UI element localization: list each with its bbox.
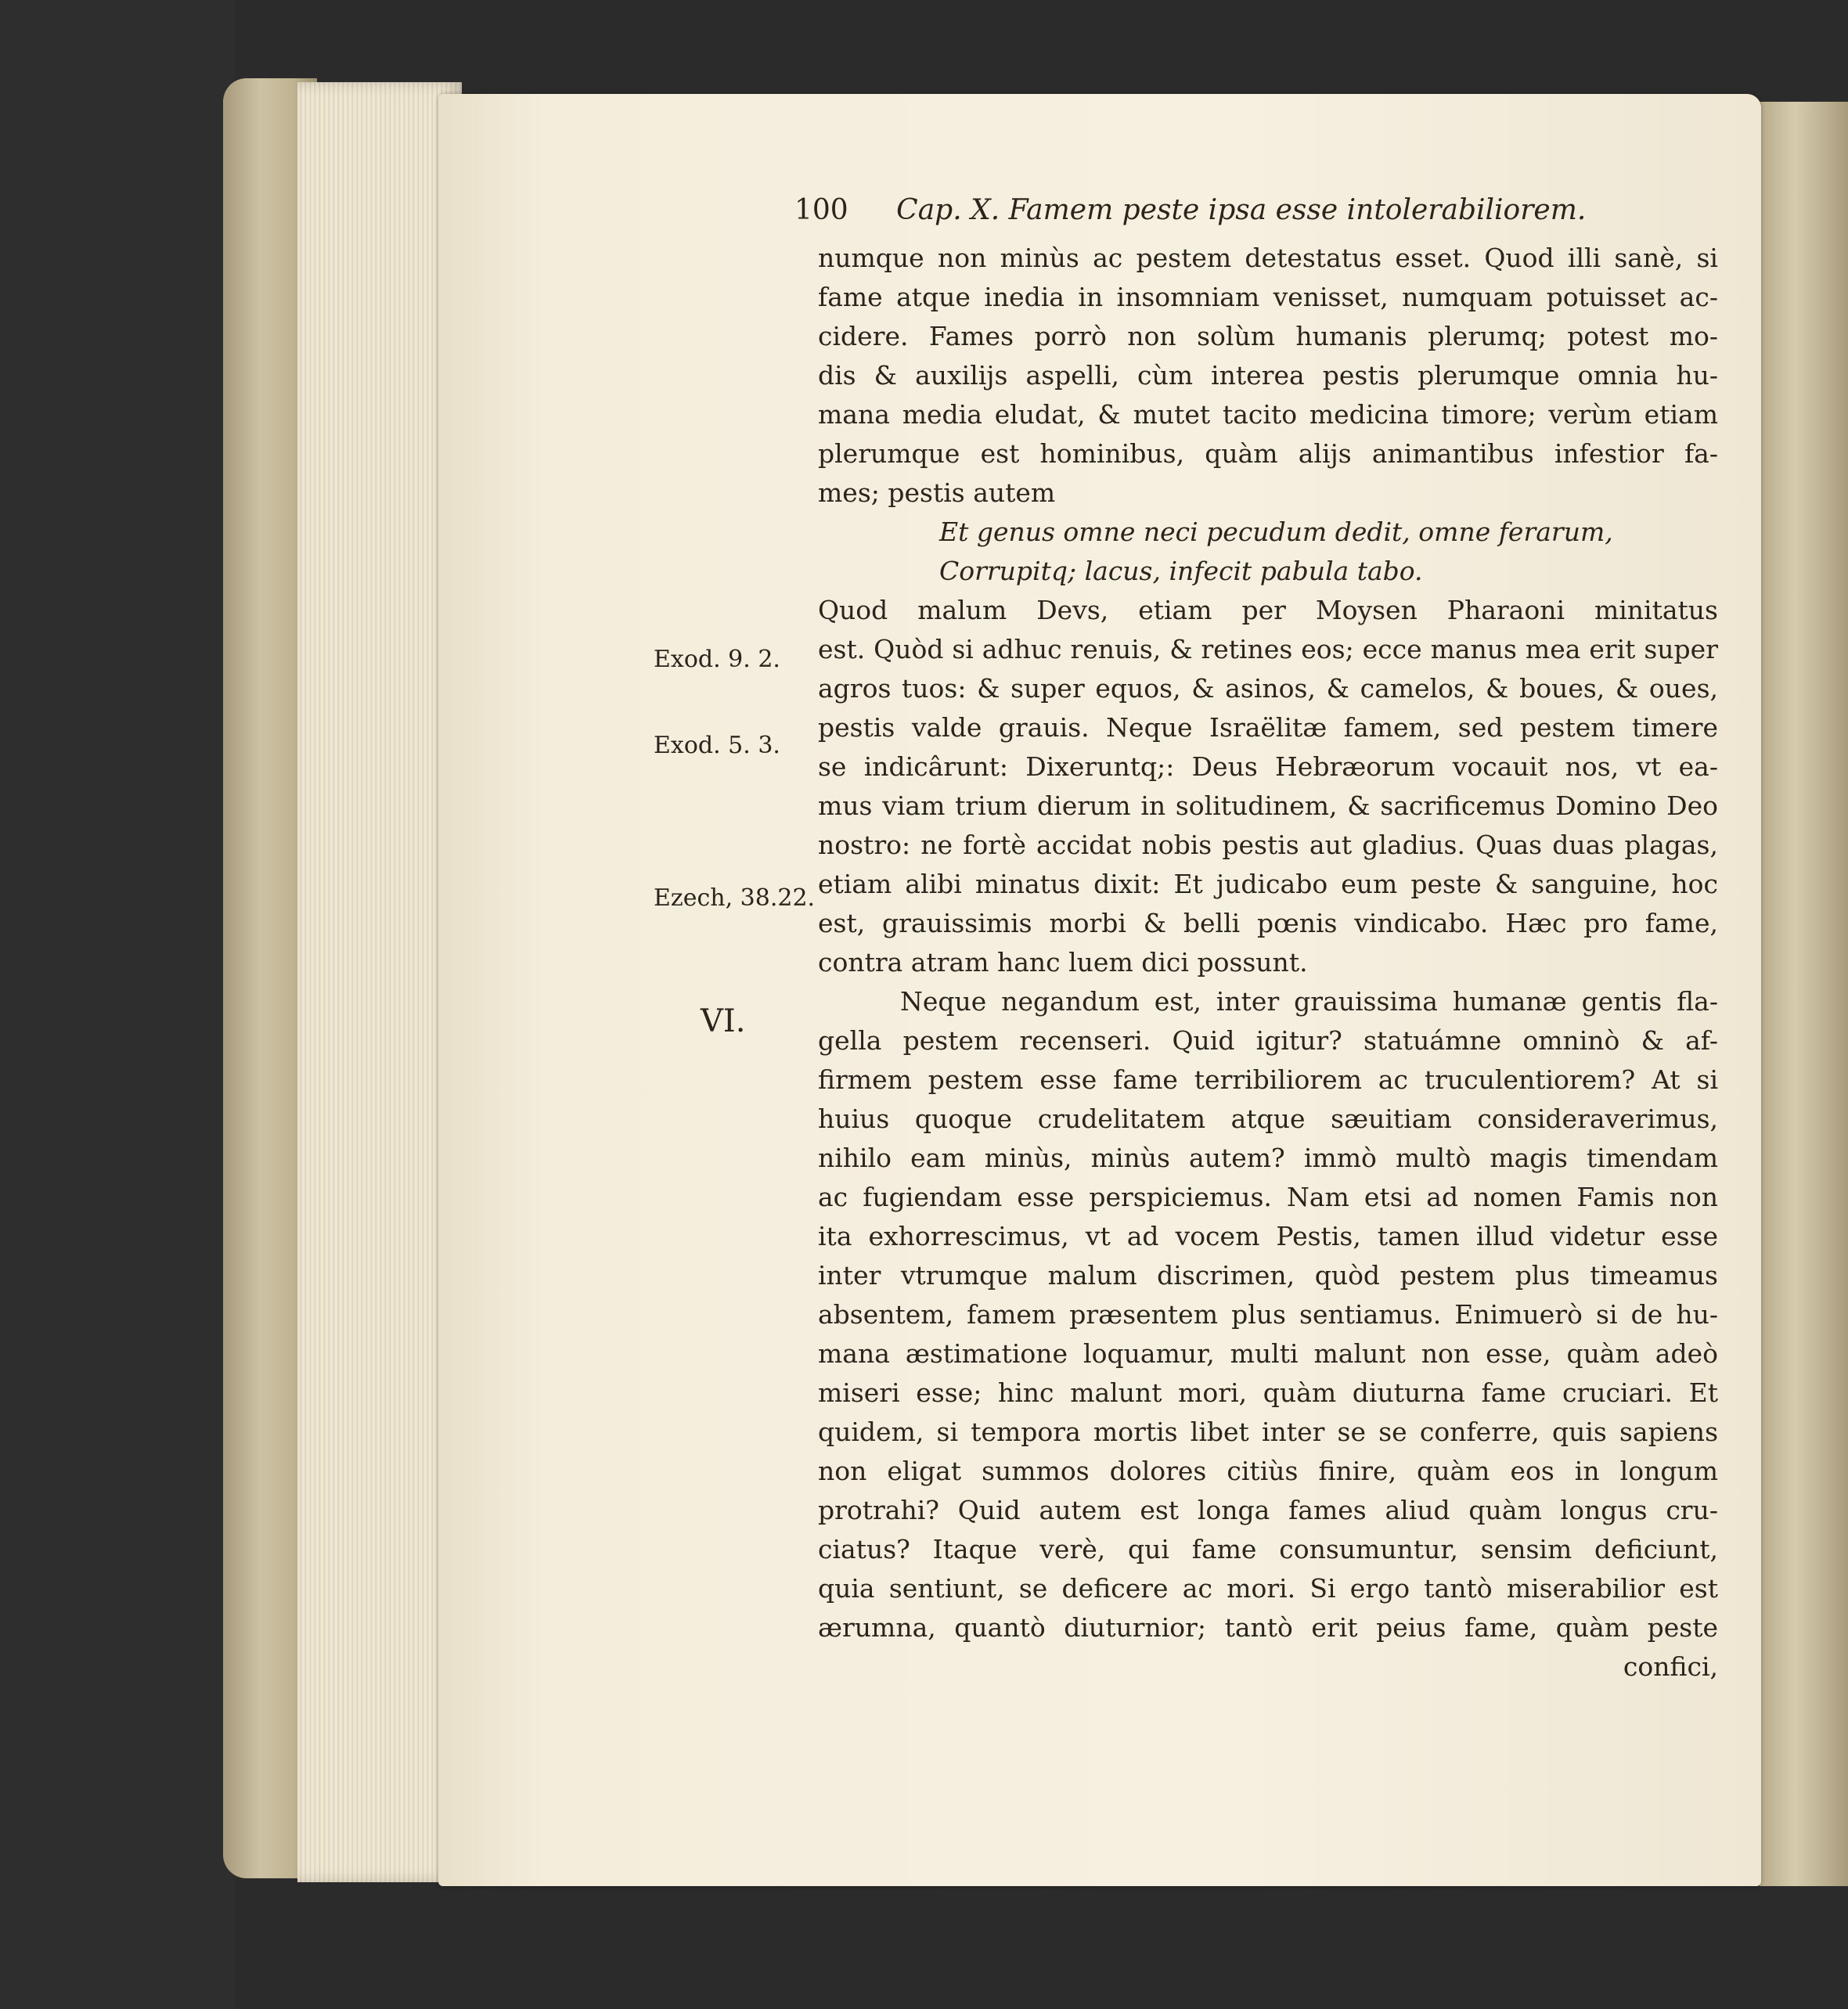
- section-number: VI.: [701, 1003, 746, 1039]
- page-edges: [297, 82, 462, 1882]
- text-line: nihilo eam minùs, minùs autem? immò multò magis timendam: [818, 1143, 1718, 1173]
- text-line: non eligat summos dolores citiùs finire, quàm eos in longum: [818, 1456, 1718, 1486]
- margin-note-exod-9-2: Exod. 9. 2.: [654, 646, 780, 673]
- text-line: cidere. Fames porrò non solùm humanis plerumq; potest mo-: [818, 321, 1718, 351]
- text-line: mus viam trium dierum in solitudinem, & sacrificemus Domino Deo: [818, 790, 1718, 821]
- verse-line: Et genus omne neci pecudum dedit, omne ferarum,: [939, 517, 1613, 547]
- margin-note-ezech-38-22: Ezech, 38.22.: [654, 884, 816, 912]
- text-line: miseri esse; hinc malunt mori, quàm diuturna fame cruciari. Et: [818, 1377, 1718, 1408]
- text-line: dis & auxilijs aspelli, cùm interea pestis plerumque omnia hu-: [818, 360, 1718, 391]
- text-line: fame atque inedia in insomniam venisset, numquam potuisset ac-: [818, 282, 1718, 312]
- text-line: pestis valde grauis. Neque Israëlitæ famem, sed pestem timere: [818, 712, 1718, 743]
- text-line: quia sentiunt, se deficere ac mori. Si ergo tantò miserabilior est: [818, 1573, 1718, 1604]
- text-line: ærumna, quantò diuturnior; tantò erit peius fame, quàm peste: [818, 1612, 1718, 1643]
- catchword: confici,: [1623, 1651, 1718, 1682]
- text-line: agros tuos: & super equos, & asinos, & camelos, & boues, & oues,: [818, 673, 1718, 704]
- text-line: numque non minùs ac pestem detestatus esset. Quod illi sanè, si: [818, 243, 1718, 273]
- text-line: etiam alibi minatus dixit: Et judicabo eum peste & sanguine, hoc: [818, 869, 1718, 899]
- facing-page-edge: [1760, 102, 1848, 1886]
- running-title: Cap. X. Famem peste ipsa esse intolerabiliorem.: [896, 194, 1587, 226]
- page-number: 100: [794, 194, 848, 226]
- margin-note-exod-5-3: Exod. 5. 3.: [654, 732, 780, 759]
- text-line: est, grauissimis morbi & belli pœnis vindicabo. Hæc pro fame,: [818, 908, 1718, 938]
- running-header: [794, 194, 1718, 233]
- text-line: Quod malum Devs, etiam per Moysen Pharaoni minitatus: [818, 595, 1718, 625]
- text-line: absentem, famem præsentem plus sentiamus. Enimuerò si de hu-: [818, 1299, 1718, 1330]
- text-line: gella pestem recenseri. Quid igitur? statuámne omninò & af-: [818, 1025, 1718, 1056]
- body-text: [818, 239, 1718, 1687]
- text-line: nostro: ne fortè accidat nobis pestis aut gladius. Quas duas plagas,: [818, 830, 1718, 860]
- text-line: ciatus? Itaque verè, qui fame consumuntur, sensim deficiunt,: [818, 1534, 1718, 1564]
- text-line: mana media eludat, & mutet tacito medicina timore; verùm etiam: [818, 399, 1718, 430]
- text-line: protrahi? Quid autem est longa fames aliud quàm longus cru-: [818, 1495, 1718, 1525]
- verse-line: Corrupitq; lacus, infecit pabula tabo.: [939, 556, 1423, 586]
- text-line: huius quoque crudelitatem atque sæuitiam consideraverimus,: [818, 1104, 1718, 1134]
- text-line: ita exhorrescimus, vt ad vocem Pestis, tamen illud videtur esse: [818, 1221, 1718, 1251]
- text-line: Neque negandum est, inter grauissima humanæ gentis fla-: [900, 986, 1718, 1017]
- text-line: mes; pestis autem: [818, 477, 1056, 508]
- text-line: est. Quòd si adhuc renuis, & retines eos; ecce manus mea erit super: [818, 634, 1718, 664]
- text-line: inter vtrumque malum discrimen, quòd pestem plus timeamus: [818, 1260, 1718, 1291]
- text-line: contra atram hanc luem dici possunt.: [818, 947, 1308, 977]
- text-line: firmem pestem esse fame terribiliorem ac truculentiorem? At si: [818, 1064, 1718, 1095]
- text-line: mana æstimatione loquamur, multi malunt non esse, quàm adeò: [818, 1338, 1718, 1369]
- text-line: ac fugiendam esse perspiciemus. Nam etsi ad nomen Famis non: [818, 1182, 1718, 1212]
- text-line: plerumque est hominibus, quàm alijs animantibus infestior fa-: [818, 438, 1718, 469]
- background: [0, 0, 235, 2009]
- text-line: quidem, si tempora mortis libet inter se se conferre, quis sapiens: [818, 1417, 1718, 1447]
- text-line: se indicârunt: Dixeruntq;: Deus Hebræorum vocauit nos, vt ea-: [818, 751, 1718, 782]
